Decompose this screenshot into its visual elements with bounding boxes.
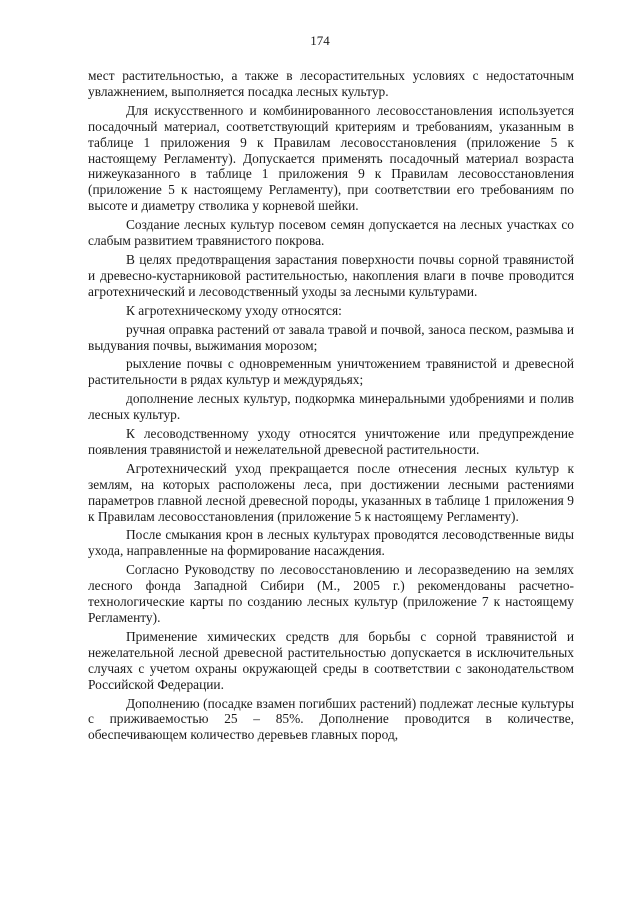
body-text: [88, 68, 574, 743]
paragraph-continuation: мест растительностью, а также в лесорастительных условиях с недостаточным увлажнением, выполняется посадка лесных культур.: [88, 68, 574, 99]
paragraph-seed-sowing: Создание лесных культур посевом семян допускается на лесных участках со слабым развитием травянистого покрова.: [88, 217, 574, 249]
paragraph-chemical-means: Применение химических средств для борьбы с сорной травянистой и нежелательной лесной древесной растительностью допускается в исключительных случаях с учетом охраны окружающей среды в соответствии с законодательством Российской Федерации.: [88, 628, 574, 692]
paragraph-supplementing: дополнение лесных культур, подкормка минеральными удобрениями и полив лесных культур.: [88, 391, 574, 423]
paragraph-overgrowth-prevention: В целях предотвращения зарастания поверхности почвы сорной травянистой и древесно-кустарниковой растительностью, накопления влаги в почве проводится агротехнический и лесоводственный уходы за лесными культурами.: [88, 251, 574, 299]
paragraph-soil-loosening: рыхление почвы с одновременным уничтожением травянистой и древесной растительности в рядах культур и междурядьях;: [88, 356, 574, 388]
page-number: 174: [310, 33, 330, 48]
paragraph-planting-material: Для искусственного и комбинированного лесовосстановления используется посадочный материал, соответствующий критериям и требованиям, указанным в таблице 1 приложения 9 к Правилам лесовосстановления (приложение 5 к настоящему Регламенту). Допускается применять посадочный материал возраста нижеуказанного в таблице 1 приложения 9 к Правилам лесовосстановления (приложение 5 к настоящему Регламенту), при соответствии его требованиям по высоте и диаметру стволика у корневой шейки.: [88, 102, 574, 214]
paragraph-agrotechnical-intro: К агротехническому уходу относятся:: [126, 302, 342, 318]
paragraph-canopy-closure: После смыкания крон в лесных культурах проводятся лесоводственные виды ухода, направленные на формирование насаждения.: [88, 527, 574, 559]
paragraph-manual-adjustment: ручная оправка растений от завала травой и почвой, заноса песком, размыва и выдувания почвы, выжимания морозом;: [88, 321, 574, 353]
paragraph-guidelines: Согласно Руководству по лесовосстановлению и лесоразведению на землях лесного фонда Западной Сибири (М., 2005 г.) рекомендованы расчетно-технологические карты по созданию лесных культур (приложение 7 к настоящему Регламенту).: [88, 562, 574, 625]
paragraph-silvicultural-care: К лесоводственному уходу относятся уничтожение или предупреждение появления травянистой и нежелательной древесной растительности.: [88, 426, 574, 457]
paragraph-replanting: Дополнению (посадке взамен погибших растений) подлежат лесные культуры с приживаемостью 25 – 85%. Дополнение проводится в количестве, обеспечивающем количество деревьев главных пород,: [88, 695, 574, 743]
paragraph-care-termination: Агротехнический уход прекращается после отнесения лесных культур к землям, на которых расположены леса, при достижении лесными растениями параметров главной лесной древесной породы, указанных в таблице 1 приложения 9 к Правилам лесовосстановления (приложение 5 к настоящему Регламенту).: [88, 460, 574, 524]
